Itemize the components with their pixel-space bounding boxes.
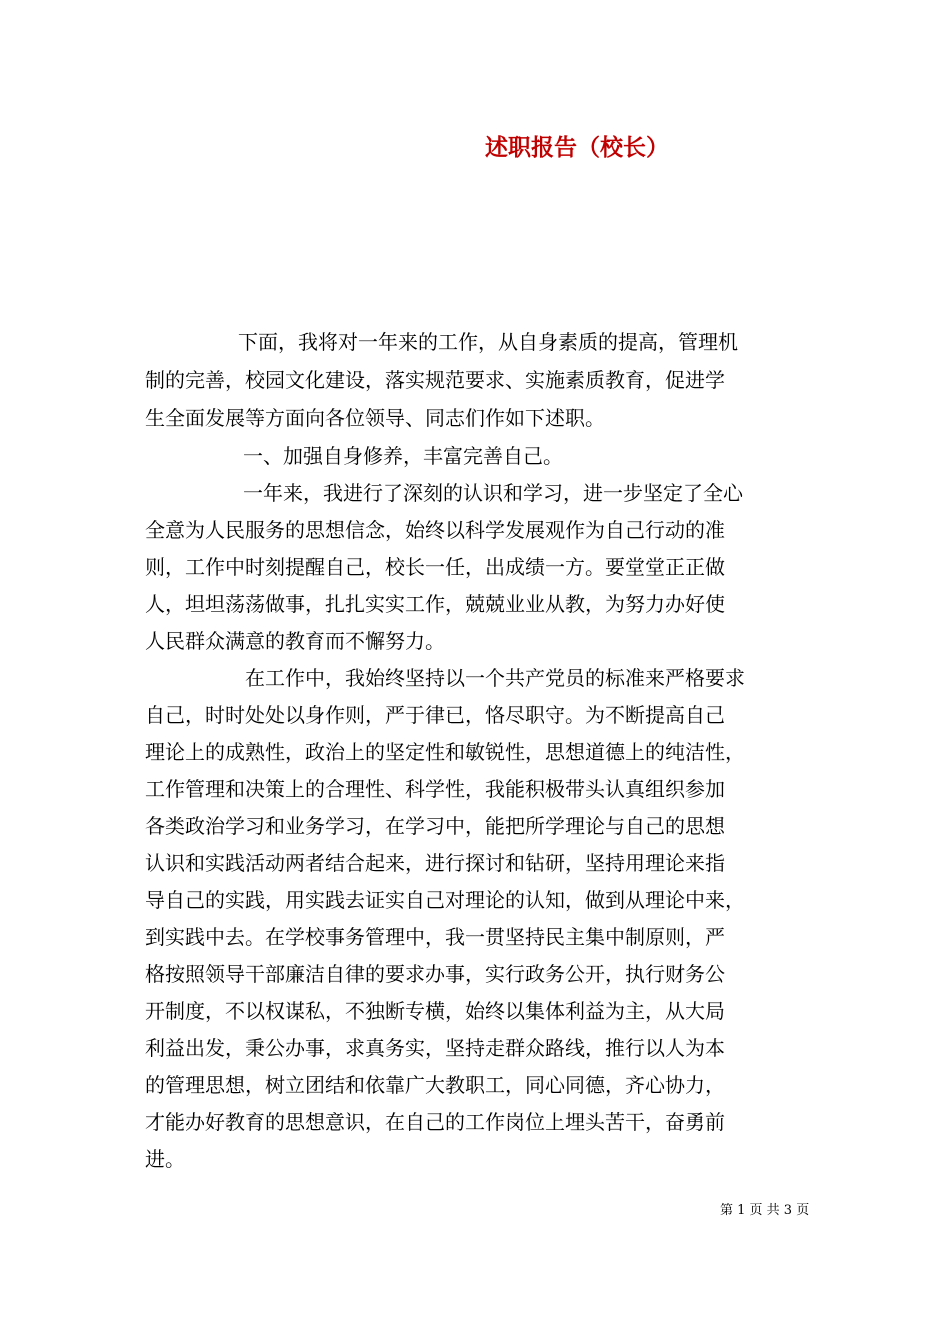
document-title: 述职报告（校长） [485, 134, 669, 161]
paragraph-line: 一年来，我进行了深刻的认识和学习，进一步坚定了全心 [243, 481, 743, 505]
paragraph-line: 导自己的实践，用实践去证实自己对理论的认知，做到从理论中来， [145, 888, 745, 912]
paragraph-line: 生全面发展等方面向各位领导、同志们作如下述职。 [145, 406, 605, 430]
paragraph-line: 全意为人民服务的思想信念，始终以科学发展观作为自己行动的准 [145, 518, 725, 542]
paragraph-line: 格按照领导干部廉洁自律的要求办事，实行政务公开，执行财务公 [145, 962, 725, 986]
paragraph-line: 则，工作中时刻提醒自己，校长一任，出成绩一方。要堂堂正正做 [145, 555, 725, 579]
paragraph-line: 才能办好教育的思想意识，在自己的工作岗位上埋头苦干，奋勇前 [145, 1110, 725, 1134]
page-number-footer: 第 1 页 共 3 页 [720, 1203, 810, 1218]
paragraph-line: 理论上的成熟性，政治上的坚定性和敏锐性，思想道德上的纯洁性， [145, 740, 745, 764]
paragraph-line: 认识和实践活动两者结合起来，进行探讨和钻研，坚持用理论来指 [145, 851, 725, 875]
paragraph-line: 自己，时时处处以身作则，严于律已，恪尽职守。为不断提高自己 [145, 703, 725, 727]
paragraph-line: 到实践中去。在学校事务管理中，我一贯坚持民主集中制原则，严 [145, 925, 725, 949]
paragraph-line: 各类政治学习和业务学习，在学习中，能把所学理论与自己的思想 [145, 814, 725, 838]
paragraph-line: 下面，我将对一年来的工作，从自身素质的提高，管理机 [238, 330, 738, 354]
paragraph-line: 利益出发，秉公办事，求真务实，坚持走群众路线，推行以人为本 [145, 1036, 725, 1060]
section-heading: 一、加强自身修养，丰富完善自己。 [243, 444, 563, 468]
paragraph-line: 的管理思想，树立团结和依靠广大教职工，同心同德，齐心协力， [145, 1073, 725, 1097]
paragraph-line: 人民群众满意的教育而不懈努力。 [145, 629, 445, 653]
paragraph-line: 制的完善，校园文化建设，落实规范要求、实施素质教育，促进学 [145, 368, 725, 392]
paragraph-line: 进。 [145, 1147, 185, 1171]
paragraph-line: 开制度，不以权谋私，不独断专横，始终以集体利益为主，从大局 [145, 999, 725, 1023]
paragraph-line: 在工作中，我始终坚持以一个共产党员的标准来严格要求 [245, 666, 745, 690]
paragraph-line: 人，坦坦荡荡做事，扎扎实实工作，兢兢业业从教，为努力办好使 [145, 592, 725, 616]
paragraph-line: 工作管理和决策上的合理性、科学性，我能积极带头认真组织参加 [145, 777, 725, 801]
